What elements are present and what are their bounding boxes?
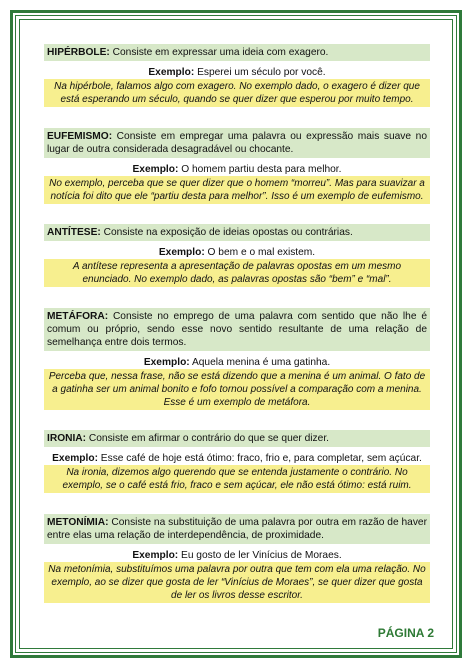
example-explanation: No exemplo, perceba que se quer dizer que o homem “morreu”. Mas para suavizar a notícia foi dito que ele “partiu desta para melhor”. Isso é um exemplo de eufemismo.	[44, 176, 430, 204]
definition	[44, 224, 430, 241]
definition	[44, 128, 430, 158]
example-explanation: Na ironia, dizemos algo querendo que se entenda justamente o contrário. No exemplo, se o café está frio, fraco e sem açúcar, ele não está ótimo: está ruim.	[44, 465, 430, 493]
example-explanation: Perceba que, nessa frase, não se está dizendo que a menina é um animal. O fato de a gatinha ser um animal bonito e fofo tornou possível a comparação com a menina. Esse é um exemplo de metáfora.	[44, 369, 430, 410]
example-text: Eu gosto de ler Vinícius de Moraes.	[178, 550, 342, 561]
section-ironia	[44, 430, 430, 493]
definition-text: Consiste em expressar uma ideia com exagero.	[109, 47, 329, 58]
example-text: Esperei um século por você.	[194, 67, 326, 78]
definition-text: Consiste na substituição de uma palavra por outra em razão de haver entre elas uma relação de interdependência, de proximidade.	[47, 517, 427, 541]
example-text: O bem e o mal existem.	[204, 247, 316, 258]
example-line	[44, 356, 430, 369]
term: EUFEMISMO:	[47, 131, 113, 142]
example-explanation: A antítese representa a apresentação de palavras opostas em um mesmo enunciado. No exemplo dado, as palavras opostas são “bem” e “mal”.	[44, 259, 430, 287]
definition-text: Consiste em afirmar o contrário do que se quer dizer.	[86, 433, 329, 444]
term: METONÍMIA:	[47, 517, 109, 528]
term: HIPÉRBOLE:	[47, 47, 110, 58]
definition-text: Consiste na exposição de ideias opostas ou contrárias.	[100, 227, 353, 238]
section-eufemismo	[44, 128, 430, 204]
example-text: O homem partiu desta para melhor.	[178, 164, 342, 175]
example-label: Exemplo:	[143, 357, 190, 368]
example-line	[44, 246, 430, 259]
term: METÁFORA:	[47, 311, 109, 322]
definition-text: Consiste em empregar uma palavra ou expressão mais suave no lugar de outra considerada desagradável ou chocante.	[47, 131, 427, 155]
example-text: Esse café de hoje está ótimo: fraco, frio e, para completar, sem açúcar.	[97, 453, 422, 464]
section-antitese	[44, 224, 430, 287]
example-label: Exemplo:	[132, 550, 179, 561]
example-line	[44, 549, 430, 562]
definition	[44, 514, 430, 544]
term: ANTÍTESE:	[47, 227, 101, 238]
definition	[44, 308, 430, 351]
definition-text: Consiste no emprego de uma palavra com sentido que não lhe é comum ou próprio, sendo esse novo sentido resultante de uma relação de semelhança entre dois termos.	[47, 311, 427, 348]
page-number: PÁGINA 2	[377, 626, 434, 640]
example-label: Exemplo:	[132, 164, 179, 175]
section-metonimia	[44, 514, 430, 603]
example-explanation: Na metonímia, substituímos uma palavra por outra que tem com ela uma relação. No exemplo, ao se dizer que gosta de ler “Vinícius de Moraes”, se quer dizer que gosta de ler os livros desse escritor.	[44, 562, 430, 603]
example-line	[44, 66, 430, 79]
example-line	[44, 452, 430, 465]
example-label: Exemplo:	[148, 67, 195, 78]
section-hiperbole	[44, 44, 430, 107]
example-explanation: Na hipérbole, falamos algo com exagero. No exemplo dado, o exagero é dizer que está esperando um século, quando se quer dizer que esperou por muito tempo.	[44, 79, 430, 107]
definition	[44, 44, 430, 61]
example-label: Exemplo:	[158, 247, 205, 258]
content-area	[44, 40, 430, 603]
definition	[44, 430, 430, 447]
example-text: Aquela menina é uma gatinha.	[189, 357, 331, 368]
term: IRONIA:	[47, 433, 87, 444]
example-label: Exemplo:	[52, 453, 98, 464]
example-line	[44, 163, 430, 176]
section-metafora	[44, 308, 430, 410]
